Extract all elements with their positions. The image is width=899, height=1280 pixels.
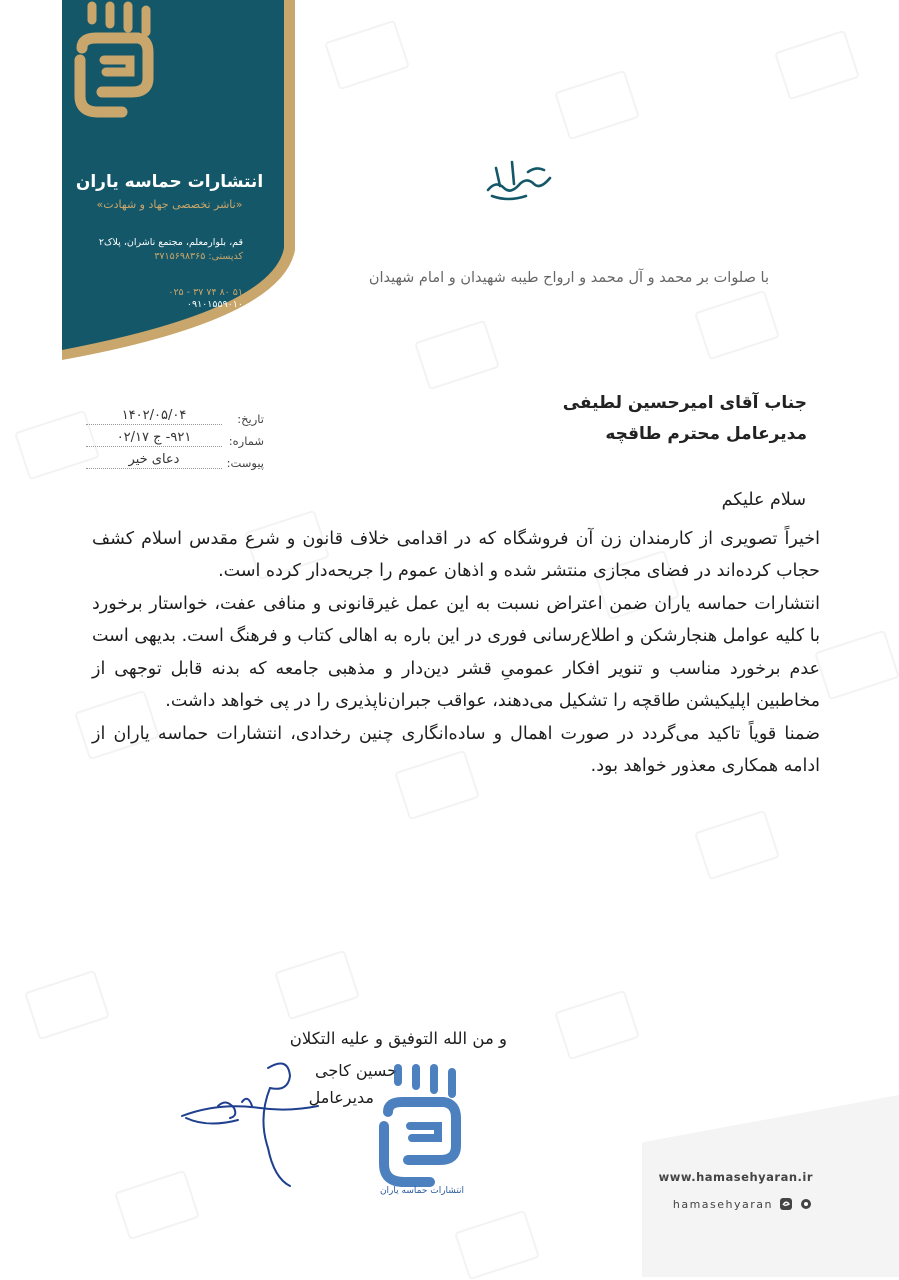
- recipient-name: جناب آقای امیرحسین لطیفی: [562, 393, 807, 413]
- date-label: تاریخ:: [237, 412, 264, 426]
- number-value: ۹۲۱- ج ۰۲/۱۷: [86, 430, 222, 447]
- letter-meta: [86, 408, 264, 474]
- paragraph-1: اخیراً تصویری از کارمندان زن آن فروشگاه که در اقدامی خلاف قانون و شرع مقدس اسلام کشف حجاب کرده‌اند در فضای مجازی منتشر شده و اذهان عموم را جریحه‌دار کرده است.: [92, 528, 820, 581]
- signer-name: حسین کاجی: [315, 1061, 397, 1080]
- eitaa-icon: [779, 1197, 793, 1211]
- company-stamp-icon: [360, 1060, 490, 1200]
- paragraph-2: انتشارات حماسه یاران ضمن اعتراض نسبت به این عمل غیرقانونی و منافی عفت، خواستار برخورد با کلیه عوامل هنجارشکن و اطلاع‌رسانی فوری در این باره به اهالی کتاب و فرهنگ است. بدیهی است عدم برخورد مناسب و تنویر افکار عمومیِ قشر دین‌دار و مذهبی جامعه که بدنه قابل توجهی از مخاطبین اپلیکیشن طاقچه را تشکیل می‌دهند، عواقب جبران‌ناپذیری را در پی خواهد داشت.: [92, 593, 820, 711]
- recipient-block: [563, 388, 807, 450]
- attachment-row: [86, 452, 264, 474]
- recipient-title: مدیرعامل محترم طاقچه: [605, 424, 807, 444]
- paragraph-3: ضمنا قویاً تاکید می‌گردد در صورت اهمال و ساده‌انگاری چنین رخدادی، انتشارات حماسه یاران از ادامه همکاری معذور خواهد بود.: [92, 723, 820, 776]
- closing-phrase: و من الله التوفیق و علیه التکلان: [289, 1029, 507, 1048]
- publisher-address: قم، بلوارمعلم، مجتمع ناشران، پلاک۲: [98, 237, 243, 248]
- attachment-value: دعای خیر: [86, 452, 222, 469]
- phone-number: ۰۲۵ - ۳۷ ۷۴ ۸۰ ۵۱: [168, 287, 243, 298]
- date-row: [86, 408, 264, 430]
- social-handle-text: hamasehyaran: [672, 1197, 773, 1211]
- mobile-number: ۰۹۱۰۱۵۵۹۰۱۰: [186, 299, 243, 310]
- publisher-name: انتشارات حماسه یاران: [75, 172, 264, 192]
- social-handle[interactable]: [673, 1197, 813, 1211]
- number-label: شماره:: [228, 434, 264, 448]
- settings-icon: [799, 1197, 813, 1211]
- stamp-text: انتشارات حماسه یاران: [379, 1186, 465, 1196]
- postal-code: کدپستی: ۳۷۱۵۶۹۸۳۶۵: [154, 251, 243, 262]
- letterhead-banner: [62, 0, 295, 360]
- publisher-subtitle: «ناشر تخصصی جهاد و شهادت»: [96, 198, 243, 211]
- publisher-logo-icon: [62, 0, 162, 120]
- handwritten-signature-icon: [178, 1058, 328, 1208]
- salavat-line: با صلوات بر محمد و آل محمد و ارواح طیبه شهیدان و امام شهیدان: [368, 270, 769, 286]
- bismillah-calligraphy-icon: [478, 150, 558, 206]
- date-value: ۱۴۰۲/۰۵/۰۴: [86, 408, 222, 425]
- attachment-label: پیوست:: [226, 456, 264, 470]
- letter-body: [92, 484, 820, 783]
- signer-role: مدیرعامل: [308, 1088, 374, 1107]
- number-row: [86, 430, 264, 452]
- website-link[interactable]: www.hamasehyaran.ir: [658, 1170, 813, 1184]
- greeting: سلام علیکم: [721, 490, 806, 510]
